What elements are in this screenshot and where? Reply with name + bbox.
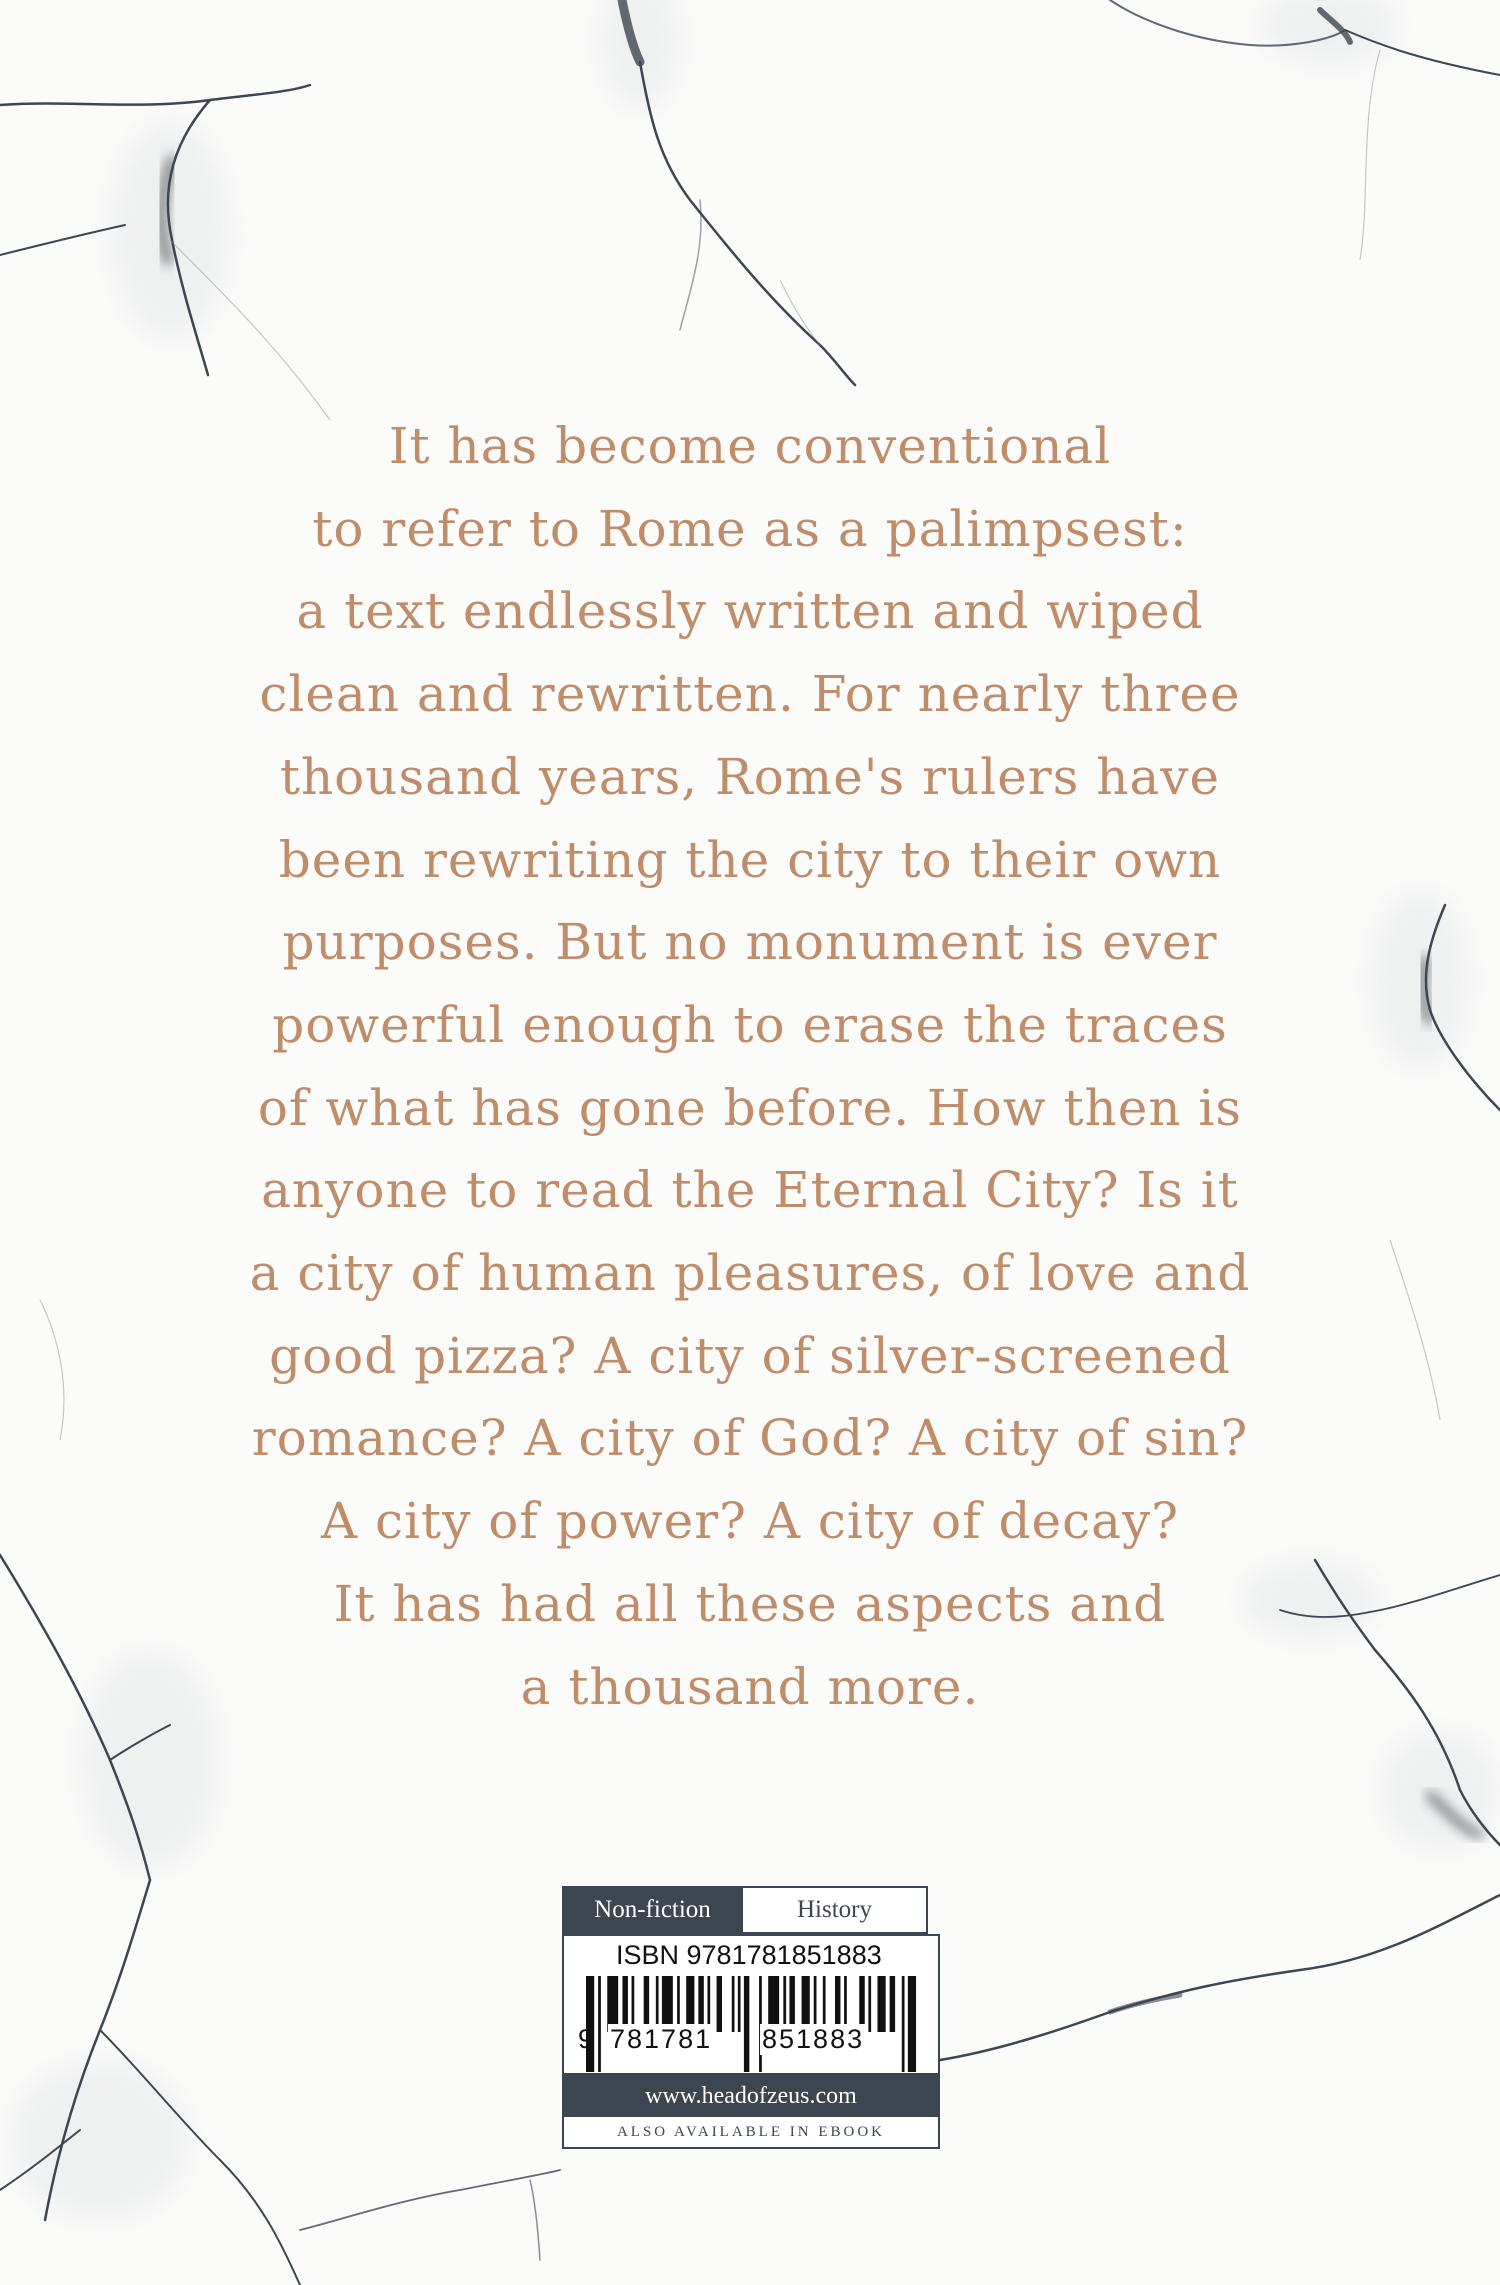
blurb-line: a text endlessly written and wiped	[296, 582, 1204, 641]
barcode-right-digits: 851883	[762, 2024, 865, 2054]
blurb-line: been rewriting the city to their own	[278, 830, 1222, 889]
barcode-lead-digit: 9	[578, 2024, 594, 2054]
blurb-line: A city of power? A city of decay?	[320, 1492, 1180, 1551]
ebook-note: ALSO AVAILABLE IN EBOOK	[562, 2117, 940, 2149]
category-history: History	[743, 1886, 928, 1934]
blurb-line: a city of human pleasures, of love and	[249, 1244, 1251, 1303]
blurb-line: It has had all these aspects and	[333, 1574, 1167, 1633]
publisher-website: www.headofzeus.com	[562, 2075, 940, 2117]
blurb-line: of what has gone before. How then is	[257, 1078, 1243, 1137]
isbn-label: ISBN 9781781851883	[616, 1940, 882, 1970]
barcode-digits	[578, 2024, 928, 2058]
barcode-left-digits: 781781	[610, 2024, 713, 2054]
blurb-line: It has become conventional	[388, 417, 1112, 475]
blurb-line: anyone to read the Eternal City? Is it	[261, 1161, 1239, 1220]
blurb-line: romance? A city of God? A city of sin?	[251, 1409, 1249, 1468]
blurb-line: a thousand more.	[520, 1657, 980, 1716]
blurb-text	[200, 405, 1300, 1728]
blurb-line: clean and rewritten. For nearly three	[259, 665, 1241, 724]
blurb-line: thousand years, Rome's rulers have	[279, 747, 1221, 806]
barcode	[562, 1934, 940, 2075]
category-tabs	[562, 1886, 928, 1934]
barcode-panel	[562, 1886, 942, 2151]
blurb-line: good pizza? A city of silver-screened	[269, 1326, 1231, 1385]
blurb-line: powerful enough to erase the traces	[272, 995, 1228, 1054]
blurb-line: purposes. But no monument is ever	[282, 913, 1218, 972]
category-nonfiction: Non-fiction	[562, 1886, 743, 1934]
blurb-line: to refer to Rome as a palimpsest:	[312, 499, 1188, 558]
